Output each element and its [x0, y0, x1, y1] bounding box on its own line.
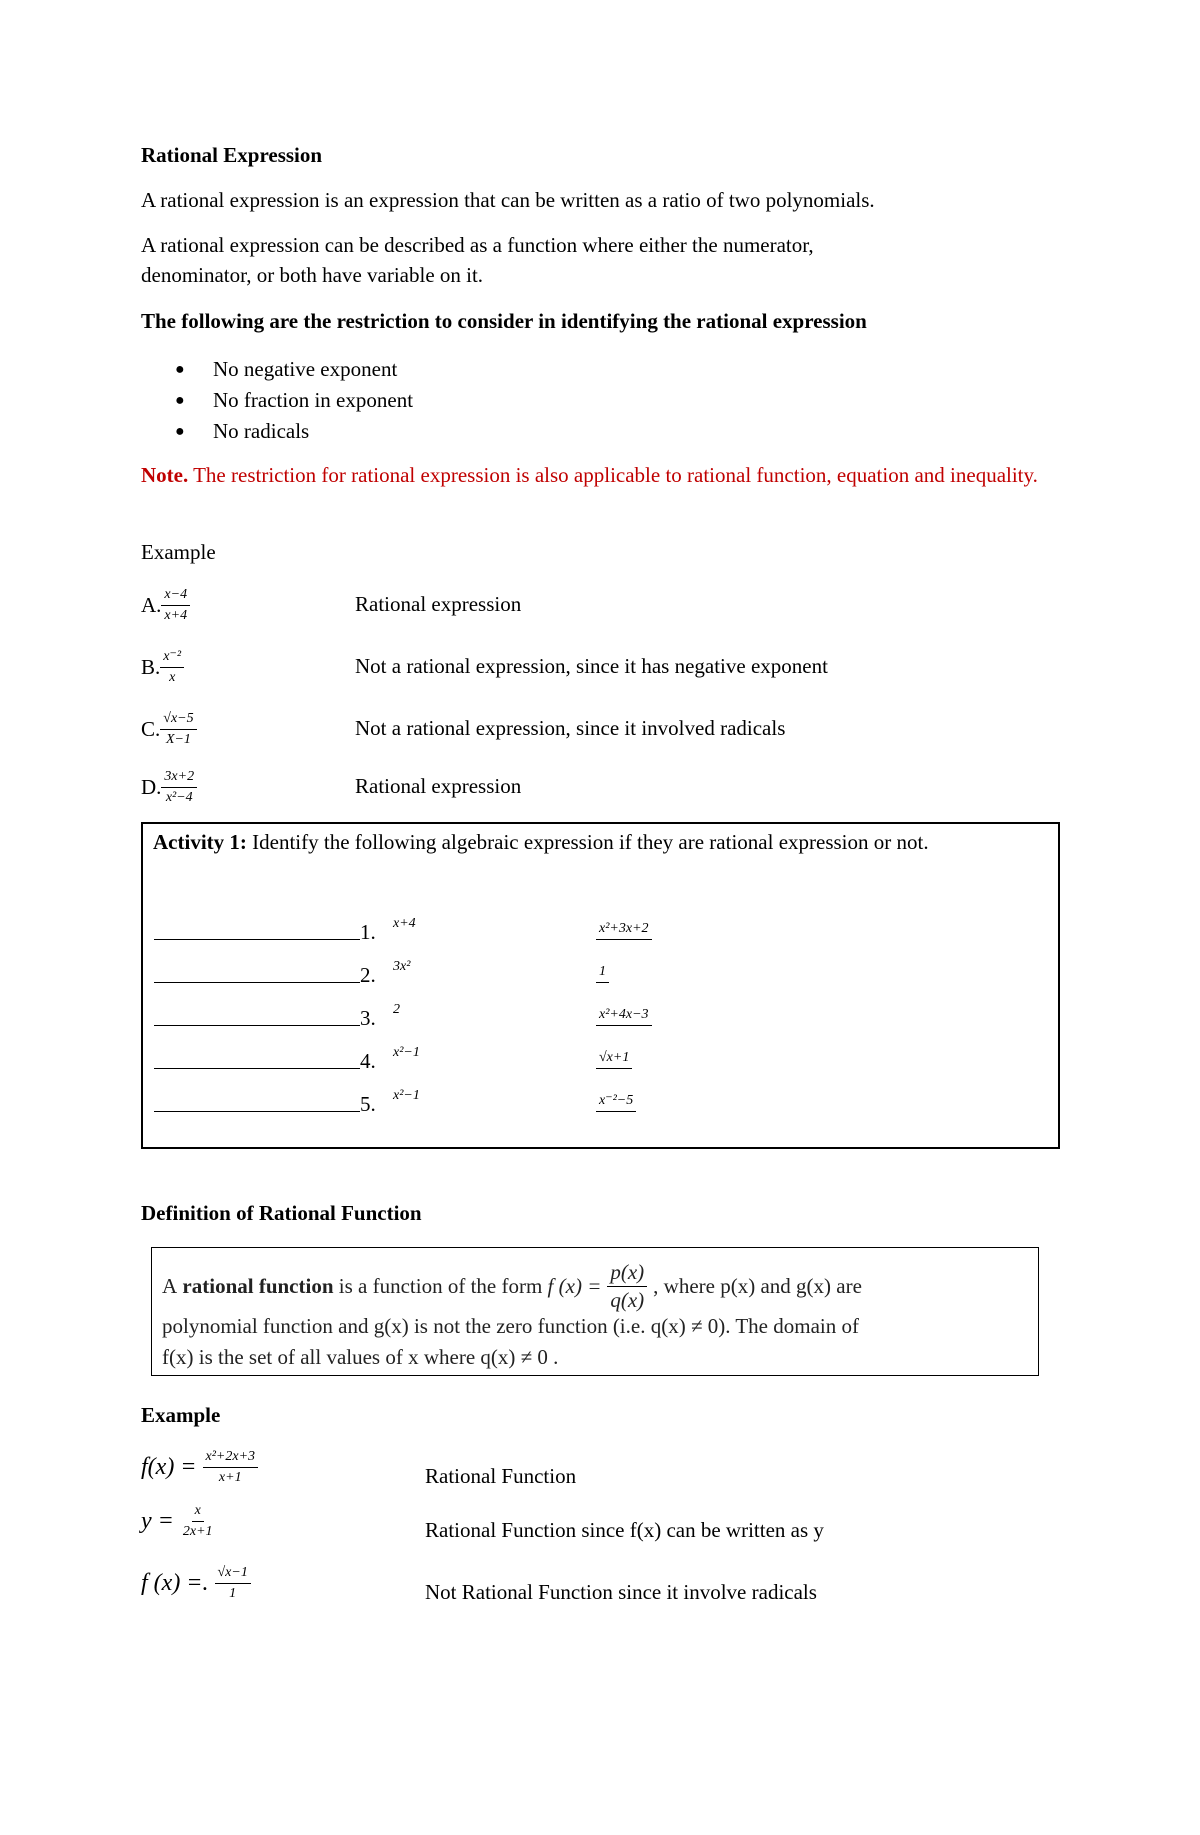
numerator: x−4: [161, 588, 190, 606]
example-letter: C.: [141, 717, 161, 741]
numerator: x: [192, 1504, 204, 1522]
activity-box: [141, 822, 1060, 1149]
denominator: 2x+1: [182, 1524, 213, 1539]
answer-blank[interactable]: [154, 1025, 360, 1026]
note-text: The restriction for rational expression is also applicable to rational function, equation and inequality.: [188, 463, 1038, 487]
function-lhs: y =: [141, 1508, 174, 1534]
answer-blank[interactable]: [154, 982, 360, 983]
answer-blank[interactable]: [154, 1111, 360, 1112]
denominator: x²−4: [165, 790, 193, 805]
function-lhs: f(x) =: [141, 1454, 197, 1480]
example-fraction: [160, 650, 184, 685]
function-lhs: f (x) =.: [141, 1570, 209, 1596]
item-fraction: [390, 1086, 634, 1108]
item-fraction: [390, 1043, 630, 1065]
paragraph-description: A rational expression can be described as a function where either the numerator, denominator, or both have variable on it.: [141, 233, 814, 287]
denominator: 3x²: [393, 959, 411, 974]
paragraph-definition: A rational expression is an expression that can be written as a ratio of two polynomials.: [141, 188, 875, 212]
example-letter: D.: [141, 775, 162, 799]
item-fraction: [390, 957, 606, 979]
example-letter: B.: [141, 655, 161, 679]
denominator: x²−1: [393, 1045, 420, 1060]
activity-label: Activity 1:: [153, 830, 247, 854]
item-fraction: [390, 1000, 649, 1022]
restrictions-list: [141, 354, 413, 447]
example-description: Not a rational expression, since it involved radicals: [355, 716, 786, 740]
numerator: √x−1: [215, 1566, 251, 1584]
item-number: 4.: [360, 1049, 376, 1073]
definition-line-3: f(x) is the set of all values of x where q(x) ≠ 0 .: [162, 1345, 559, 1369]
example-fraction: [161, 770, 197, 805]
denominator: 2: [393, 1002, 400, 1017]
activity-title: [153, 828, 1043, 857]
denominator: X−1: [165, 732, 191, 747]
function-fraction: [215, 1566, 251, 1601]
example-description: Rational expression: [355, 592, 522, 616]
example-row: [141, 642, 1081, 694]
denominator: x+1: [218, 1470, 242, 1485]
denominator: x+4: [164, 608, 188, 623]
function-example-row: [141, 1562, 1081, 1622]
function-example-row: [141, 1500, 1081, 1560]
answer-blank[interactable]: [154, 939, 360, 940]
definition-box: [151, 1247, 1039, 1376]
denominator: x: [169, 670, 176, 685]
activity-instructions: Identify the following algebraic expression if they are rational expression or not.: [246, 830, 929, 854]
denominator: x²−1: [393, 1088, 420, 1103]
item-fraction: [390, 914, 649, 936]
activity-item: [154, 955, 606, 995]
page-title: Rational Expression: [141, 143, 323, 167]
definition-text: is a function of the form: [338, 1274, 543, 1298]
definition-line-1: [162, 1262, 1032, 1311]
example-letter: A.: [141, 593, 162, 617]
activity-item: [154, 1084, 634, 1124]
list-item: ● No fraction in exponent: [141, 385, 413, 416]
numerator: 1: [596, 965, 609, 983]
numerator: x²+2x+3: [203, 1450, 259, 1468]
definition-text-after: , where p(x) and g(x) are: [653, 1274, 862, 1298]
answer-blank[interactable]: [154, 1068, 360, 1069]
example-label: Example: [141, 540, 216, 564]
item-number: 1.: [360, 920, 376, 944]
denominator: q(x): [610, 1288, 645, 1312]
definition-line-2: polynomial function and g(x) is not the zero function (i.e. q(x) ≠ 0). The domain of: [162, 1314, 859, 1338]
function-description: Rational Function since f(x) can be written as y: [425, 1518, 824, 1542]
numerator: x²+3x+2: [596, 922, 652, 940]
numerator: x⁻²: [160, 650, 184, 668]
activity-item: [154, 1041, 630, 1081]
definition-fraction: [607, 1262, 647, 1311]
restrictions-heading: The following are the restriction to consider in identifying the rational expression: [141, 309, 867, 333]
note-paragraph: [141, 460, 1071, 490]
numerator: x²+4x−3: [596, 1008, 652, 1026]
example-description: Not a rational expression, since it has negative exponent: [355, 654, 828, 678]
example-row: [141, 580, 1081, 632]
definition-article: A: [162, 1274, 178, 1298]
numerator: 3x+2: [161, 770, 197, 788]
list-item: ● No radicals: [141, 416, 413, 447]
item-number: 2.: [360, 963, 376, 987]
function-fraction: [180, 1504, 216, 1539]
function-fraction: [203, 1450, 259, 1485]
denominator: 1: [229, 1586, 237, 1601]
item-number: 3.: [360, 1006, 376, 1030]
numerator: √x+1: [596, 1051, 632, 1069]
example-row: [141, 704, 1081, 756]
numerator: p(x): [607, 1262, 647, 1287]
note-prefix: Note.: [141, 463, 189, 487]
activity-item: [154, 998, 649, 1038]
function-example-row: [141, 1446, 1081, 1506]
example-description: Rational expression: [355, 774, 522, 798]
example-fraction: [161, 588, 190, 623]
activity-item: [154, 912, 649, 952]
example-row: [141, 762, 1081, 814]
list-item: ● No negative exponent: [141, 354, 413, 385]
item-number: 5.: [360, 1092, 376, 1116]
definition-heading: Definition of Rational Function: [141, 1201, 422, 1225]
definition-term: rational function: [182, 1274, 334, 1298]
example-fraction: [160, 712, 196, 747]
numerator: x⁻²−5: [596, 1094, 636, 1112]
definition-fx: f (x) =: [547, 1274, 602, 1298]
function-description: Not Rational Function since it involve radicals: [425, 1580, 817, 1604]
function-description: Rational Function: [425, 1464, 577, 1488]
denominator: x+4: [393, 916, 416, 931]
example2-label: Example: [141, 1403, 221, 1427]
numerator: √x−5: [160, 712, 196, 730]
